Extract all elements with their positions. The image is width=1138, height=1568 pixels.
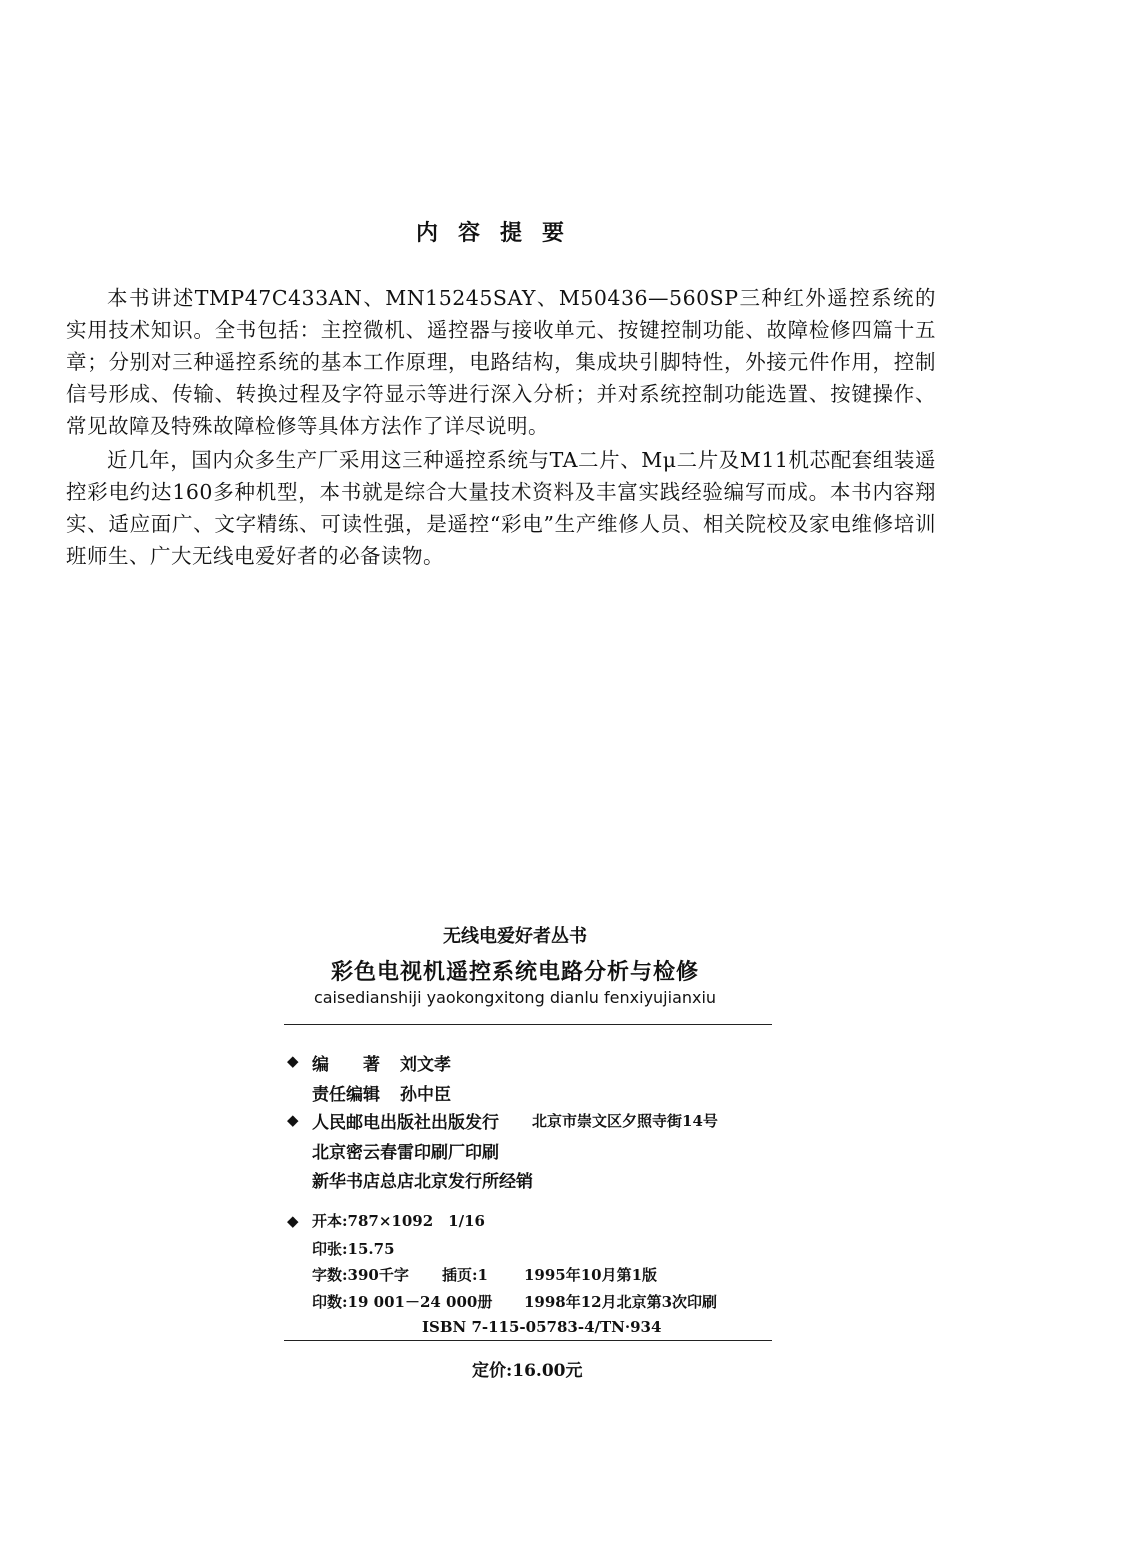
publisher: 人民邮电出版社出版发行 — [312, 1113, 499, 1133]
print-run: 印数:19 001－24 000册 — [312, 1293, 493, 1311]
printer: 北京密云春雷印刷厂印刷 — [312, 1143, 499, 1163]
editor-label: 责任编辑 — [312, 1085, 380, 1105]
summary-paragraph-2: 近几年，国内众多生产厂采用这三种遥控系统与TA二片、Mμ二片及M11机芯配套组装遥控彩电约达160多种机型，本书就是综合大量技术资料及丰富实践经验编写而成。本书内容翔实、适应面广、文字精练、可读性强，是遥控“彩电”生产维修人员、相关院校及家电维修培训班师生、广大无线电爱好者的必备读物。 — [66, 448, 936, 568]
summary-title: 内容提要 — [415, 220, 584, 246]
summary-paragraph-1: 本书讲述TMP47C433AN、MN15245SAY、M50436—560SP三种红外遥控系统的实用技术知识。全书包括：主控微机、遥控器与接收单元、按键控制功能、故障检修四篇十五章；分别对三种遥控系统的基本工作原理，电路结构，集成块引脚特性，外接元件作用，控制信号形成、传输、转换过程及字符显示等进行深入分析；并对系统控制功能选置、按键操作、常见故障及特殊故障检修等具体方法作了详尽说明。 — [66, 286, 936, 438]
divider-top — [284, 1024, 772, 1025]
price: 定价:16.00元 — [472, 1361, 583, 1381]
sheets-info: 印张:15.75 — [312, 1240, 395, 1258]
printing-info: 1998年12月北京第3次印刷 — [524, 1293, 718, 1311]
plates-info: 插页:1 — [442, 1266, 488, 1284]
series-title: 无线电爱好者丛书 — [443, 926, 587, 947]
divider-bottom — [284, 1340, 772, 1341]
author-label: 编 著 — [312, 1055, 380, 1075]
format-info: 开本:787×1092 1/16 — [312, 1212, 485, 1230]
book-title: 彩色电视机遥控系统电路分析与检修 — [330, 959, 699, 985]
word-count: 字数:390千字 — [312, 1266, 409, 1284]
publisher-address: 北京市崇文区夕照寺街14号 — [532, 1112, 718, 1130]
diamond-bullet-icon: ◆ — [287, 1111, 299, 1129]
author-name: 刘文孝 — [400, 1055, 451, 1075]
diamond-bullet-icon: ◆ — [287, 1052, 299, 1070]
isbn: ISBN 7-115-05783-4/TN·934 — [422, 1318, 662, 1336]
edition-info: 1995年10月第1版 — [524, 1266, 658, 1284]
editor-name: 孙中臣 — [400, 1085, 451, 1105]
diamond-bullet-icon: ◆ — [287, 1212, 299, 1230]
book-pinyin: caisedianshiji yaokongxitong dianlu fenxiyujianxiu — [313, 988, 717, 1007]
distributor: 新华书店总店北京发行所经销 — [312, 1172, 533, 1192]
